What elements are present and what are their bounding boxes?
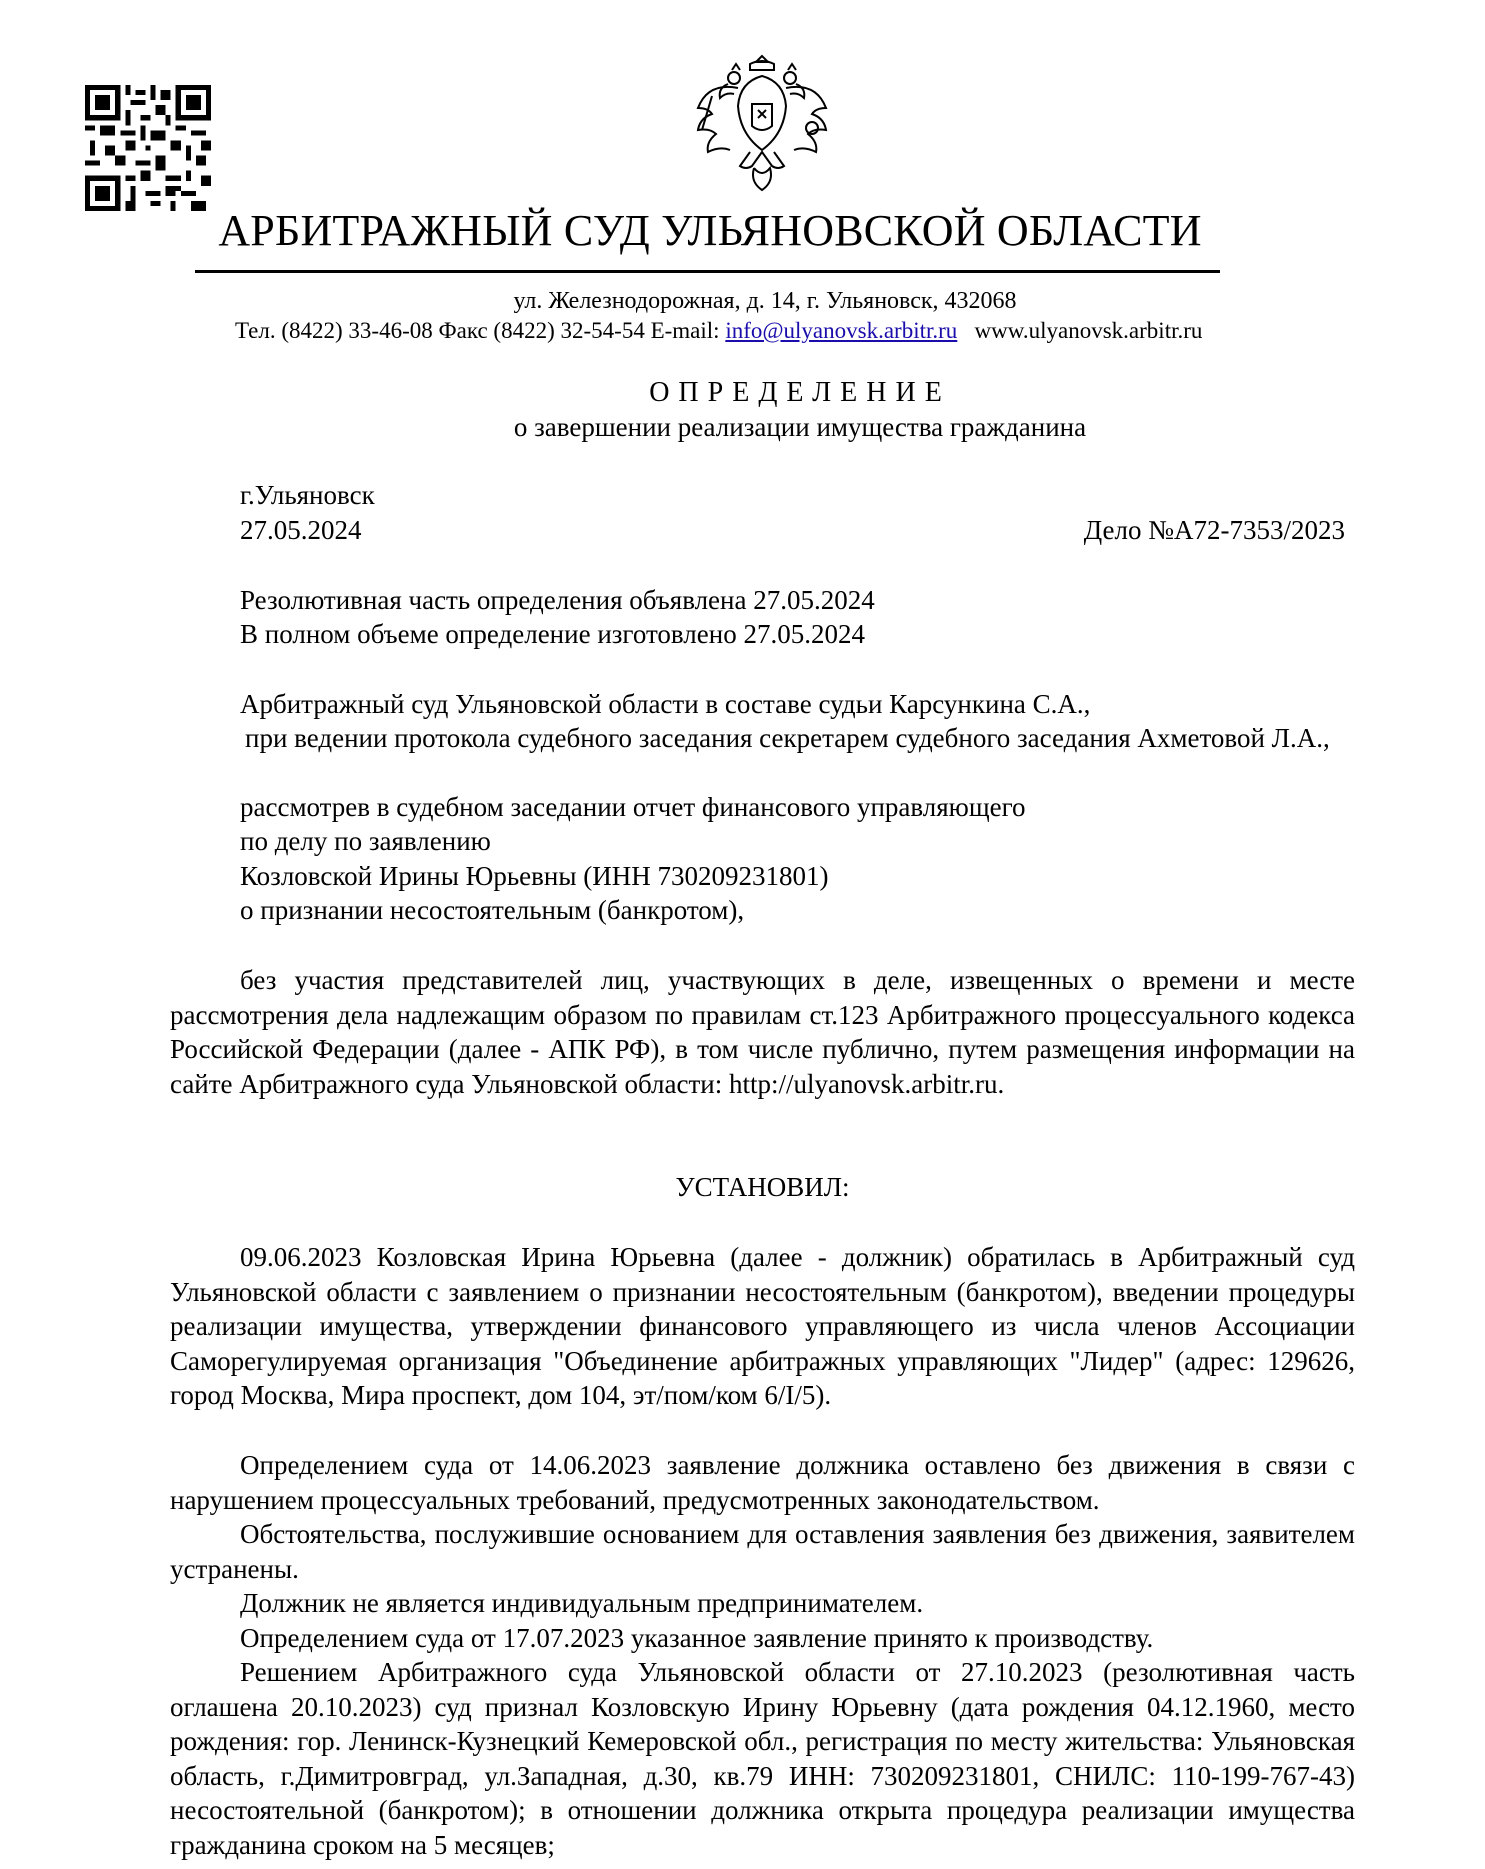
court-name: АРБИТРАЖНЫЙ СУД УЛЬЯНОВСКОЙ ОБЛАСТИ xyxy=(218,206,1202,255)
protocol-secretary: при ведении протокола судебного заседания секретарем судебного заседания Ахметовой Л.А., xyxy=(245,723,1330,753)
case-by-line: по делу по заявлению xyxy=(240,826,491,856)
email-link[interactable]: info@ulyanovsk.arbitr.ru xyxy=(725,318,958,343)
document-subtitle: о завершении реализации имущества гражданина xyxy=(513,412,1087,442)
court-contacts xyxy=(235,316,1365,346)
body-paragraph-1: 09.06.2023 Козловская Ирина Юрьевна (далее - должник) обратилась в Арбитражный суд Ульяновской области с заявлением о признании несостоятельным (банкротом), введении процедуры реализации имущества, утверждении финансового управляющего из числа членов Ассоциации Саморегулируемая организация "Объединение арбитражных управляющих "Лидер" (адрес: 129626, город Москва, Мира проспект, дом 104, эт/пом/ком 6/I/5). xyxy=(170,1242,1355,1410)
full-text-made: В полном объеме определение изготовлено 27.05.2024 xyxy=(240,619,865,649)
body-paragraph-4: Должник не является индивидуальным предпринимателем. xyxy=(240,1588,924,1618)
contacts-text: Тел. (8422) 33-46-08 Факс (8422) 32-54-54 E-mail: xyxy=(235,318,726,343)
body-paragraph-6: Решением Арбитражного суда Ульяновской области от 27.10.2023 (резолютивная часть оглашена 20.10.2023) суд признал Козловскую Ирину Юрьевну (дата рождения 04.12.1960, место рождения: гор. Ленинск-Кузнецкий Кемеровской обл., регистрация по месту жительства: Ульяновская область, г.Димитровград, ул.Западная, д.30, кв.79 ИНН: 730209231801, СНИЛС: 110-199-767-43) несостоятельной (банкротом); в отношении должника открыта процедура реализации имущества гражданина сроком на 5 месяцев; xyxy=(170,1657,1355,1860)
considering-line: рассмотрев в судебном заседании отчет финансового управляющего xyxy=(240,792,1026,822)
case-number: Дело №А72-7353/2023 xyxy=(1083,515,1345,545)
website-text: www.ulyanovsk.arbitr.ru xyxy=(974,318,1203,343)
participation-paragraph: без участия представителей лиц, участвующих в деле, извещенных о времени и месте рассмотрения дела надлежащим образом по правилам ст.123 Арбитражного процессуального кодекса Российской Федерации (далее - АПК РФ), в том числе публично, путем размещения информации на сайте Арбитражного суда Ульяновской области: http://ulyanovsk.arbitr.ru. xyxy=(170,965,1355,1099)
city: г.Ульяновск xyxy=(240,480,375,510)
court-address: ул. Железнодорожная, д. 14, г. Ульяновск, 432068 xyxy=(513,288,1017,314)
document-date: 27.05.2024 xyxy=(240,515,362,545)
resolution-announced: Резолютивная часть определения объявлена 27.05.2024 xyxy=(240,585,875,615)
body-paragraph-5: Определением суда от 17.07.2023 указанное заявление принято к производству. xyxy=(240,1623,1154,1653)
header-divider xyxy=(195,270,1220,273)
debtor-line: Козловской Ирины Юрьевны (ИНН 730209231801) xyxy=(240,861,829,891)
body-paragraph-2: Определением суда от 14.06.2023 заявление должника оставлено без движения в связи с нарушением процессуальных требований, предусмотренных законодательством. xyxy=(170,1450,1355,1515)
body-paragraph-3: Обстоятельства, послужившие основанием для оставления заявления без движения, заявителем устранены. xyxy=(170,1519,1355,1584)
qr-code-icon xyxy=(85,85,211,211)
court-composition: Арбитражный суд Ульяновской области в составе судьи Карсункина С.А., xyxy=(240,689,1091,719)
established-heading: УСТАНОВИЛ: xyxy=(675,1172,850,1202)
contacts-gap xyxy=(957,318,974,343)
russian-coat-of-arms-icon xyxy=(692,48,832,198)
subject-line: о признании несостоятельным (банкротом), xyxy=(240,895,745,925)
document-type: ОПРЕДЕЛЕНИЕ xyxy=(649,377,951,408)
